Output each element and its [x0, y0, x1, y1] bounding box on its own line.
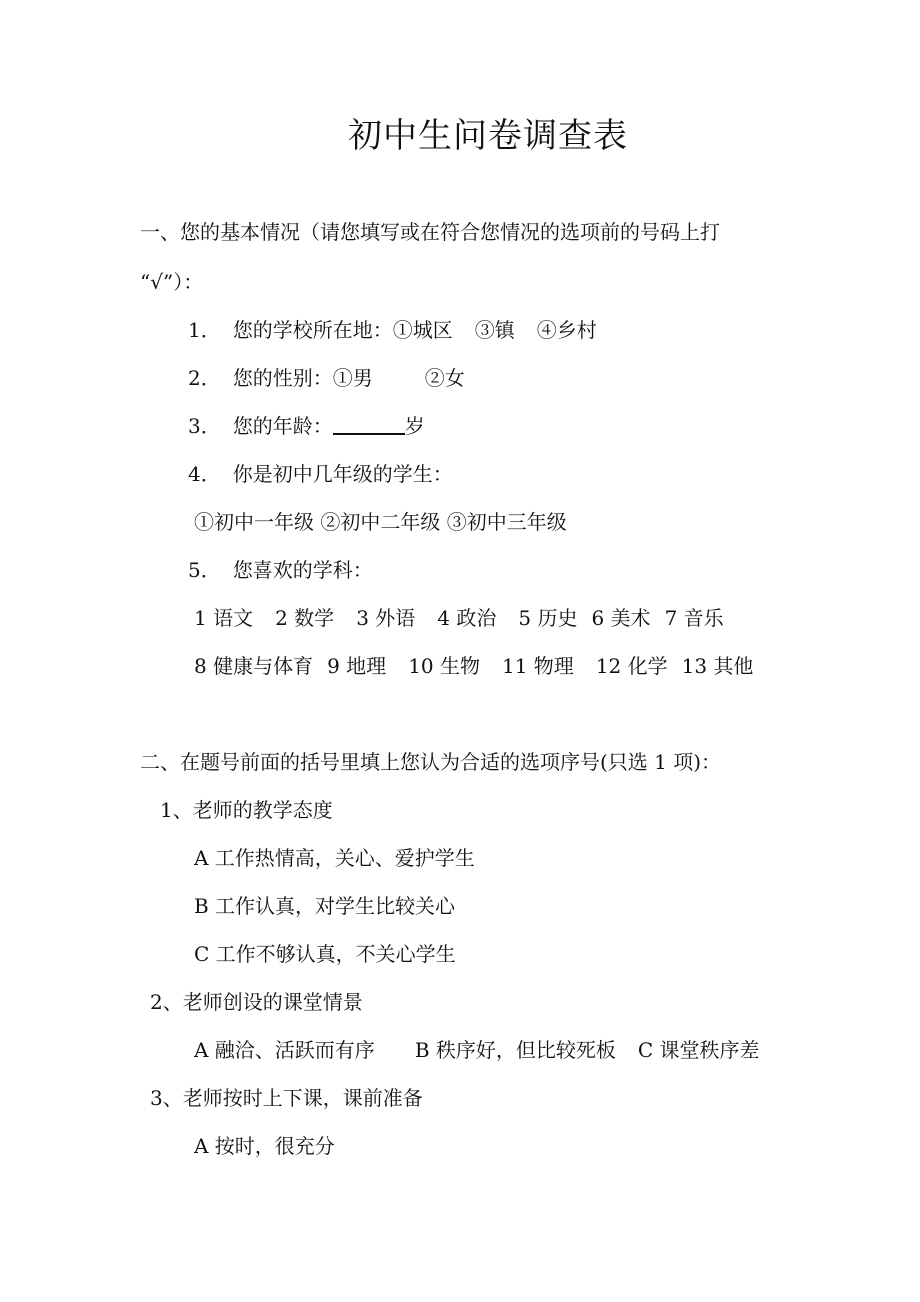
subject-option[interactable]: 4 政治 — [437, 606, 497, 630]
section2-heading: 二、在题号前面的括号里填上您认为合适的选项序号(只选 1 项)： — [140, 750, 722, 774]
age-blank-field[interactable] — [333, 413, 405, 435]
question-text: 您的年龄： — [232, 414, 333, 438]
question-text: 您的学校所在地：①城区 — [232, 318, 453, 342]
option-b[interactable]: B 工作认真，对学生比较关心 — [194, 894, 456, 918]
question-text: 您喜欢的学科： — [232, 558, 373, 582]
question-text: 您的性别：①男 — [232, 366, 373, 390]
question-text: 你是初中几年级的学生： — [232, 462, 453, 486]
option-a[interactable]: A 工作热情高，关心、爱护学生 — [194, 846, 475, 870]
section1-heading-cont: “√”）： — [140, 270, 204, 294]
subject-option[interactable]: 6 美术 — [591, 606, 651, 630]
option-a[interactable]: A 按时，很充分 — [194, 1134, 335, 1158]
question-number: 1． — [188, 318, 221, 342]
question-2-options — [194, 1036, 760, 1064]
question-number: 2． — [188, 366, 221, 390]
question-1-school-location — [188, 316, 597, 344]
subject-option[interactable]: 13 其他 — [681, 654, 754, 678]
question-3-age — [188, 412, 425, 440]
option-a[interactable]: A 融洽、活跃而有序 — [194, 1038, 375, 1062]
age-suffix: 岁 — [404, 414, 425, 438]
question-2-gender — [188, 364, 465, 392]
option-village[interactable]: ④乡村 — [536, 318, 597, 342]
subject-options-row-2 — [194, 652, 753, 680]
subject-option[interactable]: 12 化学 — [595, 654, 668, 678]
subject-option[interactable]: 7 音乐 — [664, 606, 724, 630]
subject-option[interactable]: 8 健康与体育 — [194, 654, 314, 678]
option-female[interactable]: ②女 — [424, 366, 465, 390]
subject-option[interactable]: 3 外语 — [356, 606, 416, 630]
option-town[interactable]: ③镇 — [474, 318, 515, 342]
option-c[interactable]: C 工作不够认真，不关心学生 — [194, 942, 456, 966]
question-number: 5． — [188, 558, 221, 582]
subject-options-row-1 — [194, 604, 724, 632]
subject-option[interactable]: 9 地理 — [327, 654, 387, 678]
subject-option[interactable]: 5 历史 — [518, 606, 578, 630]
subject-option[interactable]: 2 数学 — [275, 606, 335, 630]
subject-option[interactable]: 1 语文 — [194, 606, 254, 630]
question-4-grade — [188, 460, 453, 488]
option-b[interactable]: B 秩序好，但比较死板 — [414, 1038, 616, 1062]
subject-option[interactable]: 10 生物 — [408, 654, 480, 678]
page-title: 初中生问卷调查表 — [348, 116, 628, 156]
grade-options[interactable]: ①初中一年级 ②初中二年级 ③初中三年级 — [194, 510, 567, 534]
subject-option[interactable]: 11 物理 — [502, 654, 574, 678]
option-c[interactable]: C 课堂秩序差 — [637, 1038, 760, 1062]
section1-heading: 一、您的基本情况（请您填写或在符合您情况的选项前的号码上打 — [140, 220, 720, 244]
question-number: 4． — [188, 462, 221, 486]
question-class-punctuality: 3、老师按时上下课，课前准备 — [150, 1086, 423, 1110]
question-5-subjects — [188, 556, 373, 584]
question-classroom-atmosphere: 2、老师创设的课堂情景 — [150, 990, 363, 1014]
question-number: 3． — [188, 414, 221, 438]
question-teaching-attitude: 1、老师的教学态度 — [160, 798, 333, 822]
